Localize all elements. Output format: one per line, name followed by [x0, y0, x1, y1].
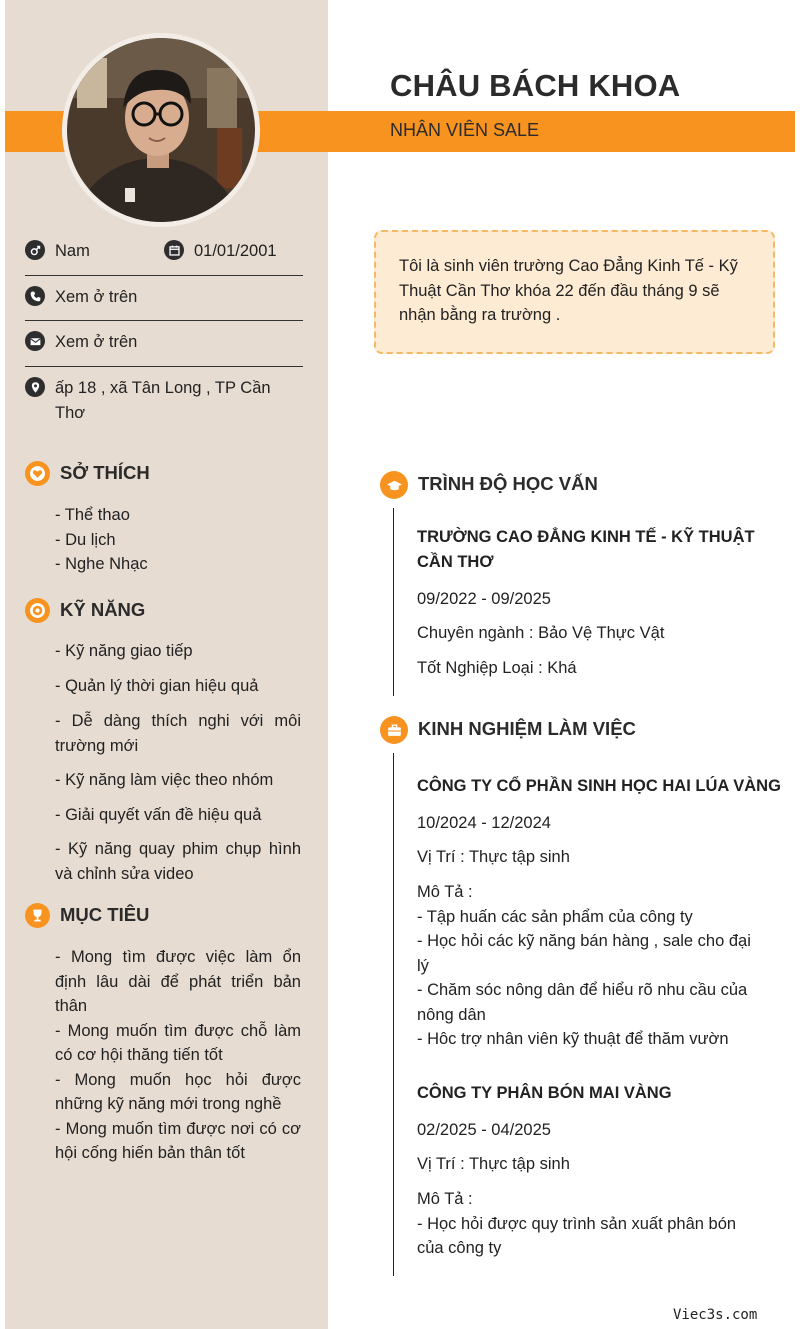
- job-title: NHÂN VIÊN SALE: [390, 120, 540, 140]
- target-icon: [25, 598, 50, 623]
- list-item: - Hôc trợ nhân viên kỹ thuật để thăm vườn: [417, 1030, 729, 1048]
- location-pin-icon: [25, 377, 45, 397]
- objectives-list: [55, 945, 301, 1166]
- list-item: - Mong tìm được việc làm ổn định lâu dài để phát triển bản thân: [55, 948, 301, 1015]
- person-name: CHÂU BÁCH KHOA: [390, 68, 681, 103]
- phone-text: Xem ở trên: [55, 288, 138, 306]
- skill-item: - Dễ dàng thích nghi với môi trường mới: [55, 712, 301, 755]
- email-icon: [25, 331, 45, 351]
- skill-item: - Giải quyết vấn đề hiệu quả: [55, 806, 262, 824]
- list-item: - Tập huấn các sản phẩm của công ty: [417, 907, 693, 926]
- description-label: Mô Tả :: [417, 1190, 473, 1208]
- job-position: Vị Trí : Thực tập sinh: [417, 1155, 570, 1173]
- company-name: CÔNG TY PHÂN BÓN MAI VÀNG: [417, 1084, 672, 1102]
- skill-item: - Kỹ năng quay phim chụp hình và chỉnh sửa video: [55, 840, 301, 883]
- dob-text: 01/01/2001: [194, 242, 277, 260]
- education-period: 09/2022 - 09/2025: [417, 590, 551, 608]
- heart-icon: [25, 461, 50, 486]
- list-item: - Mong muốn học hỏi được những kỹ năng mới trong nghề: [55, 1070, 301, 1113]
- description-label: Mô Tả :: [417, 883, 473, 901]
- skills-title: KỸ NĂNG: [60, 599, 146, 620]
- hobbies-title: SỞ THÍCH: [60, 462, 150, 483]
- gender-text: Nam: [55, 242, 90, 260]
- address-text: ấp 18 , xã Tân Long , TP Cần Thơ: [55, 379, 271, 422]
- list-item: - Học hỏi các kỹ năng bán hàng , sale cho đại lý: [417, 932, 751, 975]
- job-description: [417, 880, 767, 1052]
- divider: [25, 275, 303, 276]
- briefcase-icon: [380, 716, 408, 744]
- education-major: Chuyên ngành : Bảo Vệ Thực Vật: [417, 624, 665, 642]
- divider: [25, 366, 303, 367]
- hobbies-list: [55, 503, 148, 577]
- list-item: - Thể thao: [55, 506, 130, 524]
- divider: [25, 320, 303, 321]
- calendar-icon: [164, 240, 184, 260]
- job-position: Vị Trí : Thực tập sinh: [417, 848, 570, 866]
- experience-title: KINH NGHIỆM LÀM VIỆC: [418, 718, 636, 739]
- experience-timeline: [393, 753, 394, 1276]
- avatar-photo: [67, 38, 255, 222]
- company-name: CÔNG TY CỔ PHẦN SINH HỌC HAI LÚA VÀNG: [417, 777, 781, 795]
- skill-item: - Kỹ năng giao tiếp: [55, 642, 193, 660]
- graduation-cap-icon: [380, 471, 408, 499]
- job-period: 10/2024 - 12/2024: [417, 814, 551, 832]
- education-grade: Tốt Nghiệp Loại : Khá: [417, 659, 577, 677]
- job-description: [417, 1187, 762, 1261]
- education-title: TRÌNH ĐỘ HỌC VẤN: [418, 473, 598, 494]
- skill-item: - Quản lý thời gian hiệu quả: [55, 677, 259, 695]
- objectives-title: MỤC TIÊU: [60, 904, 150, 925]
- list-item: - Nghe Nhạc: [55, 555, 148, 573]
- education-timeline: [393, 508, 394, 696]
- trophy-icon: [25, 903, 50, 928]
- about-box: [374, 230, 775, 354]
- gender-icon: [25, 240, 45, 260]
- list-item: - Chăm sóc nông dân để hiểu rõ nhu cầu của nông dân: [417, 981, 748, 1024]
- list-item: - Mong muốn tìm được nơi có cơ hội cống hiến bản thân tốt: [55, 1119, 301, 1162]
- job-period: 02/2025 - 04/2025: [417, 1121, 551, 1139]
- list-item: - Học hỏi được quy trình sản xuất phân bón của công ty: [417, 1214, 737, 1257]
- phone-icon: [25, 286, 45, 306]
- list-item: - Mong muốn tìm được chỗ làm có cơ hội thăng tiến tốt: [55, 1021, 301, 1064]
- footer-watermark[interactable]: Viec3s.com: [673, 1307, 758, 1323]
- list-item: - Du lịch: [55, 530, 116, 549]
- school-name: TRƯỜNG CAO ĐẲNG KINH TẾ - KỸ THUẬT CẦN THƠ: [417, 528, 755, 571]
- about-text: Tôi là sinh viên trường Cao Đẳng Kinh Tế - Kỹ Thuật Cần Thơ khóa 22 đến đầu tháng 9 sẽ nhận bằng ra trường .: [399, 257, 738, 324]
- skill-item: - Kỹ năng làm việc theo nhóm: [55, 771, 274, 789]
- avatar: [62, 33, 260, 227]
- email-text: Xem ở trên: [55, 333, 138, 351]
